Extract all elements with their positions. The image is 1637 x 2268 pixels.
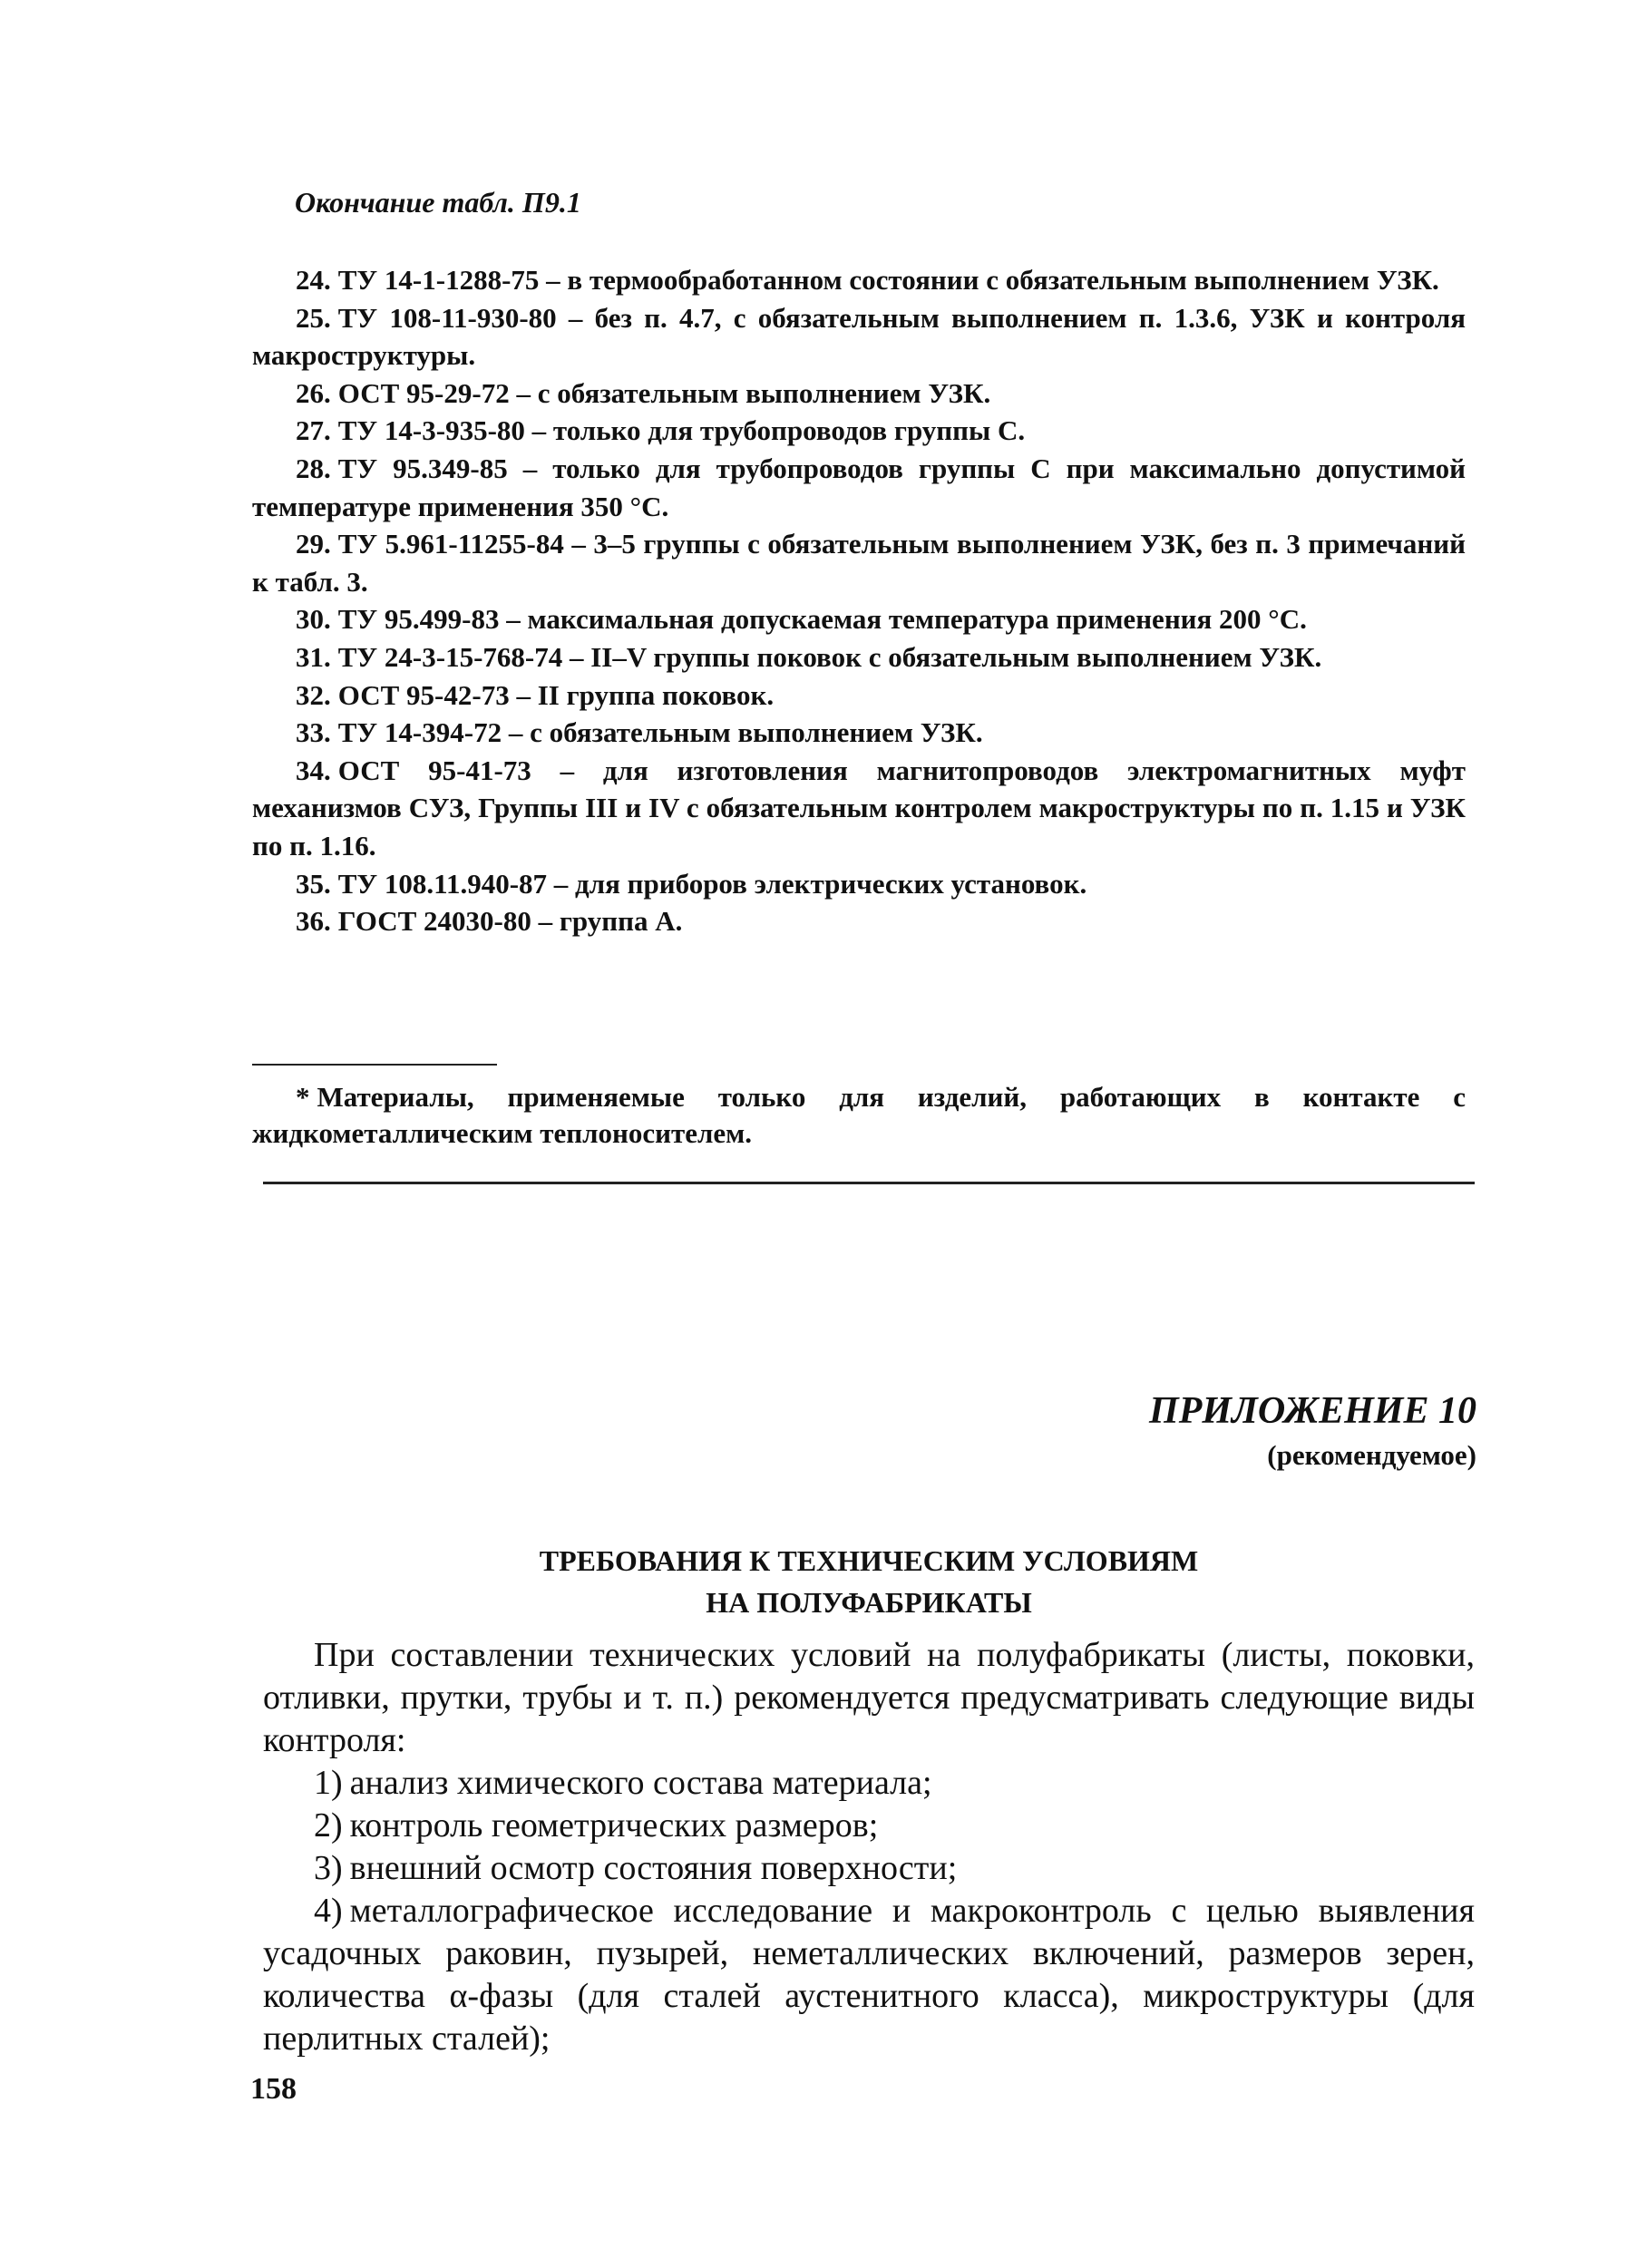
appendix-status: (рекомендуемое)	[1267, 1439, 1476, 1471]
note-text: ОСТ 95-42-73 – II группа поковок.	[337, 678, 775, 711]
note-text: ТУ 95.499-83 – максимальная допускаемая температура применения 200 °С.	[337, 603, 1307, 636]
note-item	[252, 375, 1466, 413]
note-item	[252, 638, 1466, 677]
footnote-marker: *	[296, 1081, 310, 1113]
note-item	[252, 412, 1466, 450]
list-item-text: внешний осмотр состояния поверхности;	[349, 1849, 958, 1887]
list-item	[263, 1890, 1475, 2060]
note-number: 24.	[296, 264, 331, 296]
footnote-text: Материалы, применяемые только для изделий, работающих в контакте с жидкометаллическим теплоносителем.	[252, 1081, 1466, 1149]
note-text: ТУ 24-3-15-768-74 – II–V группы поковок с обязательным выполнением УЗК.	[337, 640, 1322, 673]
footnote	[252, 1079, 1466, 1152]
note-text: ТУ 14-1-1288-75 – в термообработанном состоянии с обязательным выполнением УЗК.	[337, 264, 1439, 296]
list-item-number: 4)	[314, 1892, 343, 1930]
note-item	[252, 677, 1466, 715]
note-text: ТУ 108.11.940-87 – для приборов электрических установок.	[337, 867, 1087, 900]
note-number: 25.	[296, 301, 331, 334]
note-number: 35.	[296, 867, 331, 900]
note-item	[252, 865, 1466, 903]
page-number: 158	[250, 2072, 297, 2106]
note-text: ОСТ 95-29-72 – с обязательным выполнением УЗК.	[337, 376, 991, 409]
section-divider	[263, 1182, 1475, 1184]
list-item	[263, 1805, 1475, 1847]
note-number: 33.	[296, 716, 331, 749]
note-number: 31.	[296, 640, 331, 673]
note-item	[252, 450, 1466, 525]
note-number: 30.	[296, 603, 331, 636]
note-number: 29.	[296, 528, 331, 560]
note-item	[252, 902, 1466, 940]
note-text: ТУ 108-11-930-80 – без п. 4.7, с обязательным выполнением п. 1.3.6, УЗК и контроля макроструктуры.	[252, 301, 1466, 372]
note-text: ТУ 14-394-72 – с обязательным выполнением УЗК.	[337, 716, 983, 749]
list-item-number: 1)	[314, 1764, 343, 1802]
table-continuation-title: Окончание табл. П9.1	[295, 186, 581, 219]
appendix-heading: ПРИЛОЖЕНИЕ 10	[1149, 1390, 1476, 1432]
table-notes-list	[252, 261, 1466, 940]
list-item-number: 3)	[314, 1849, 343, 1887]
note-item	[252, 600, 1466, 638]
note-text: ГОСТ 24030-80 – группа А.	[337, 905, 683, 938]
note-number: 27.	[296, 414, 331, 447]
note-item	[252, 752, 1466, 865]
note-item	[252, 261, 1466, 299]
note-text: ОСТ 95-41-73 – для изготовления магнитопроводов электромагнитных муфт механизмов СУЗ, Группы III и IV с обязательным контролем макроструктуры по п. 1.15 и УЗК по п. 1.16.	[252, 754, 1466, 861]
appendix-body	[263, 1634, 1475, 2060]
list-item-number: 2)	[314, 1806, 343, 1845]
appendix-title	[263, 1540, 1475, 1623]
note-number: 36.	[296, 905, 331, 938]
note-text: ТУ 5.961-11255-84 – 3–5 группы с обязательным выполнением УЗК, без п. 3 примечаний к табл. 3.	[252, 528, 1466, 598]
intro-paragraph: При составлении технических условий на полуфабрикаты (листы, поковки, отливки, прутки, трубы и т. п.) рекомендуется предусматривать следующие виды контроля:	[263, 1636, 1475, 1759]
list-item-text: металлографическое исследование и макроконтроль с целью выявления усадочных раковин, пузырей, неметаллических включений, размеров зерен, количества α-фазы (для сталей аустенитного класса), микроструктуры (для перлитных сталей);	[263, 1892, 1475, 2058]
note-item	[252, 525, 1466, 600]
list-item-text: анализ химического состава материала;	[349, 1764, 932, 1802]
note-item	[252, 714, 1466, 752]
appendix-title-line-2: НА ПОЛУФАБРИКАТЫ	[706, 1586, 1032, 1619]
footnote-divider	[252, 1064, 497, 1066]
list-item	[263, 1762, 1475, 1805]
note-number: 26.	[296, 376, 331, 409]
note-number: 32.	[296, 678, 331, 711]
note-number: 34.	[296, 754, 331, 786]
note-text: ТУ 14-3-935-80 – только для трубопроводов группы С.	[337, 414, 1026, 447]
note-text: ТУ 95.349-85 – только для трубопроводов группы С при максимально допустимой температуре применения 350 °С.	[252, 452, 1466, 522]
note-item	[252, 299, 1466, 375]
appendix-title-line-1: ТРЕБОВАНИЯ К ТЕХНИЧЕСКИМ УСЛОВИЯМ	[539, 1544, 1199, 1577]
list-item	[263, 1847, 1475, 1890]
note-number: 28.	[296, 452, 331, 484]
list-item-text: контроль геометрических размеров;	[349, 1806, 879, 1845]
